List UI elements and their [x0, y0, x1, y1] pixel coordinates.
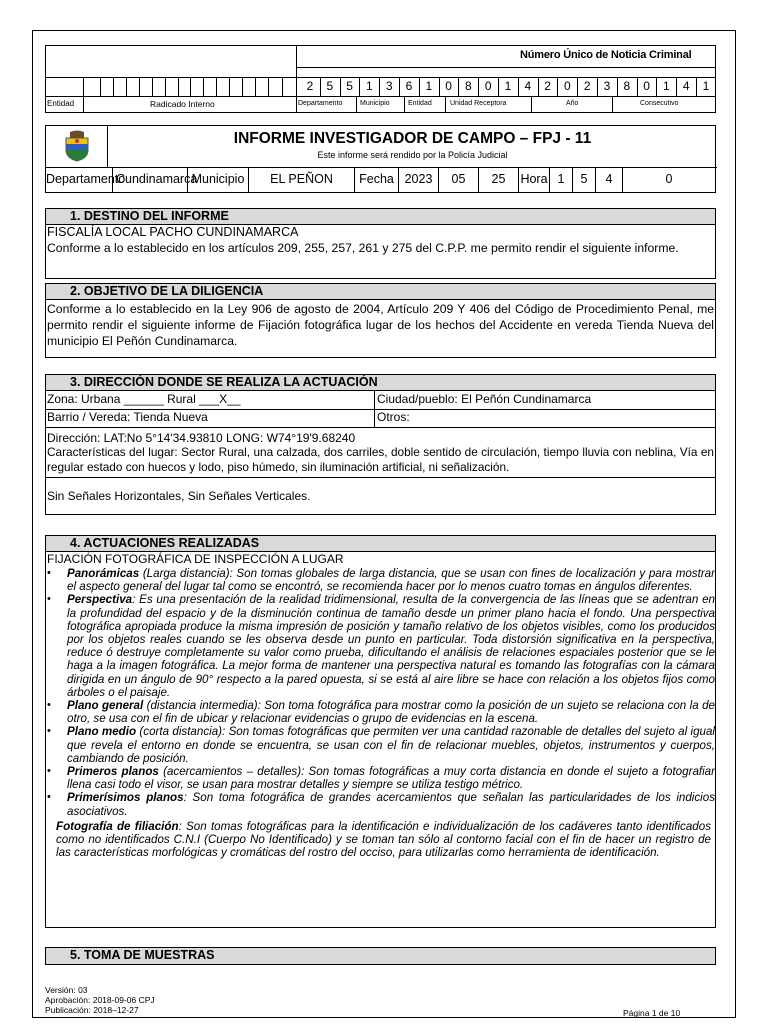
- grid-line: [242, 77, 243, 96]
- divider: [46, 477, 715, 478]
- grid-line: [439, 77, 440, 96]
- grid-line: [203, 77, 204, 96]
- section-1-box: [45, 225, 716, 279]
- municipio-label: Municipio: [188, 168, 249, 192]
- senales-field: Sin Señales Horizontales, Sin Señales Verticales.: [47, 489, 311, 503]
- grid-line: [268, 77, 269, 96]
- label-entidad-right: Entidad: [408, 100, 432, 107]
- footer-pagina: Página 1 de 10: [623, 1008, 681, 1018]
- noticia-digit: 1: [366, 79, 373, 93]
- actuacion-item: [46, 567, 715, 593]
- footer-publicacion: Publicación: 2018–12-27: [45, 1005, 139, 1015]
- form-subtitle: Este informe será rendido por la Policía Judicial: [317, 150, 508, 160]
- noticia-digit: 0: [564, 79, 571, 93]
- grid-line: [190, 77, 191, 96]
- departamento-value: Cundinamarca: [113, 168, 188, 192]
- noticia-digit: 5: [326, 79, 334, 93]
- label-anio: Año: [566, 100, 579, 107]
- grid-line: [359, 77, 360, 96]
- fecha-label: Fecha: [355, 168, 399, 192]
- section-2-title: 2. OBJETIVO DE LA DILIGENCIA: [45, 283, 716, 300]
- label-unidad: Unidad Receptora: [450, 100, 507, 107]
- noticia-digit: 2: [306, 79, 314, 93]
- label-radicado: Radicado Interno: [150, 99, 215, 109]
- grid-line: [445, 96, 446, 113]
- footer-aprobacion: Aprobación: 2018-09-06 CPJ: [45, 995, 155, 1005]
- actuacion-item: [46, 791, 715, 817]
- hora-digit: 1: [550, 168, 573, 192]
- direccion-field: Dirección: LAT:No 5°14'34.93810 LONG: W74°19'9.68240: [47, 431, 356, 445]
- noticia-digit: 2: [583, 79, 591, 93]
- destino-texto: Conforme a lo establecido en los artículos 209, 255, 257, 261 y 275 del C.P.P. me permito rendir el siguiente informe.: [47, 241, 679, 255]
- section-3-box: [45, 391, 716, 515]
- grid-line: [255, 77, 256, 96]
- form-title: INFORME INVESTIGADOR DE CAMPO – FPJ - 11: [233, 130, 592, 147]
- section-4-title: 4. ACTUACIONES REALIZADAS: [45, 535, 716, 552]
- departamento-label: Departamento: [46, 168, 113, 192]
- otros-field: Otros:: [377, 410, 410, 424]
- noticia-digit: 0: [643, 79, 650, 93]
- actuacion-item: [46, 699, 715, 725]
- grid-line: [696, 77, 697, 96]
- noticia-digit: 1: [702, 79, 710, 93]
- label-consecutivo: Consecutivo: [640, 100, 679, 107]
- hora-label: Hora: [519, 168, 550, 192]
- section-3-title: 3. DIRECCIÓN DONDE SE REALIZA LA ACTUACIÓN: [45, 374, 716, 391]
- location-date-row: [46, 168, 717, 192]
- noticia-digit: 1: [425, 79, 433, 93]
- grid-line: [557, 77, 558, 96]
- noticia-digit: 4: [682, 79, 690, 93]
- municipio-value: EL PEÑON: [249, 168, 355, 192]
- grid-line: [458, 77, 459, 96]
- label-entidad: Entidad: [47, 99, 75, 108]
- grid-line: [419, 77, 420, 96]
- actuacion-item: [46, 765, 715, 791]
- grid-line: [113, 77, 114, 96]
- caracteristicas-field: Características del lugar: Sector Rural, una calzada, dos carriles, doble sentido de circulación, tiempo lluvia con neblina, Vía en regular estado con huecos y lodo, piso húmedo, sin iluminación artificial, ni señalización.: [47, 445, 714, 474]
- grid-line: [216, 77, 217, 96]
- section-1-title: 1. DESTINO DEL INFORME: [45, 208, 716, 225]
- noticia-digit: 0: [484, 79, 492, 93]
- coat-of-arms-icon: [62, 130, 92, 162]
- grid-line: [518, 77, 519, 96]
- grid-line: [538, 77, 539, 96]
- hora-digit: 5: [573, 168, 596, 192]
- filiacion-term: Fotografía de filiación: [56, 819, 179, 833]
- grid-line: [165, 77, 166, 96]
- objetivo-texto: Conforme a lo establecido en la Ley 906 de agosto de 2004, Artículo 209 Y 406 del Código de Procedimiento Penal, me permito rendir el siguiente informe de Fijación fotográfica lugar de los hechos del Accidente en vereda Tienda Nueva del municipio El Peñón Cundinamarca.: [47, 302, 714, 348]
- mes-value: 05: [439, 168, 479, 192]
- filiacion-text: : Son tomas fotográficas para la identificación e individualización de los cadáveres tanto identificados como no identificados C.N.I (Cuerpo No Identificado) y se toman tan sólo al contorno facial con el fin de hacer un registro de las características morfológicas y cromáticas del rostro del occiso, para utilizarlas como herramienta de identificación.: [56, 819, 711, 860]
- section-5-title: 5. TOMA DE MUESTRAS: [45, 947, 716, 965]
- actuaciones-subtitle: FIJACIÓN FOTOGRÁFICA DE INSPECCIÓN A LUGAR: [47, 552, 344, 566]
- noticia-digit: 8: [465, 79, 472, 93]
- grid-line: [282, 77, 283, 96]
- grid-line: [83, 96, 84, 113]
- divider: [296, 67, 716, 68]
- grid-line: [597, 77, 598, 96]
- logo-cell: [46, 126, 108, 167]
- divider: [45, 96, 716, 97]
- grid-line: [617, 77, 618, 96]
- grid-line: [478, 77, 479, 96]
- grid-line: [379, 77, 380, 96]
- grid-line: [676, 77, 677, 96]
- actuacion-term: Plano medio: [67, 725, 137, 739]
- ciudad-field: Ciudad/pueblo: El Peñón Cundinamarca: [377, 392, 592, 406]
- grid-line: [656, 77, 657, 96]
- actuacion-text: : Son toma fotográfica de grandes acercamientos que señalan las particularidades de los indicios asociativos.: [67, 791, 716, 818]
- grid-line: [577, 77, 578, 96]
- actuacion-text: (Larga distancia): Son tomas globales de larga distancia, que se usan con fines de localización y para mostrar el aspecto general del lugar tal como se encontró, se recomienda hacer por lo menos cuatro tomas en ángulos diferentes.: [67, 567, 715, 594]
- destino-fiscalia: FISCALÍA LOCAL PACHO CUNDINAMARCA: [47, 225, 299, 239]
- grid-line: [399, 77, 400, 96]
- divider: [45, 77, 716, 78]
- grid-line: [612, 96, 613, 113]
- grid-line: [139, 77, 140, 96]
- noticia-digit: 3: [385, 79, 393, 93]
- grid-line: [531, 96, 532, 113]
- noticia-digit: 1: [504, 79, 512, 93]
- grid-line: [229, 77, 230, 96]
- grid-line: [498, 77, 499, 96]
- grid-line: [356, 96, 357, 113]
- divider: [296, 45, 297, 113]
- grid-line: [100, 77, 101, 96]
- grid-line: [152, 77, 153, 96]
- noticia-digit: 0: [445, 79, 452, 93]
- noticia-digit: 5: [346, 79, 353, 93]
- actuacion-term: Perspectiva: [67, 593, 133, 607]
- actuacion-term: Primeros planos: [67, 765, 159, 779]
- grid-line: [404, 96, 405, 113]
- grid-line: [83, 77, 84, 96]
- actuacion-term: Panorámicas: [67, 567, 140, 580]
- hora-digit: 0: [665, 172, 673, 186]
- form-title-block: [45, 125, 716, 193]
- grid-line: [637, 77, 638, 96]
- footer-version: Versión: 03: [45, 985, 88, 995]
- grid-line: [126, 77, 127, 96]
- noticia-digit: 1: [663, 79, 670, 93]
- section-4-box: [45, 552, 716, 928]
- noticia-title: Número Único de Noticia Criminal: [520, 49, 692, 61]
- barrio-field: Barrio / Vereda: Tienda Nueva: [47, 410, 208, 424]
- noticia-digit: 2: [544, 79, 551, 93]
- noticia-digit: 8: [623, 79, 631, 93]
- noticia-digit: 3: [603, 79, 611, 93]
- section-2-box: [45, 300, 716, 358]
- anio-value: 2023: [399, 168, 439, 192]
- actuaciones-list: [46, 567, 715, 818]
- dia-value: 25: [479, 168, 519, 192]
- noticia-digit: 6: [405, 79, 413, 93]
- actuacion-text: : Es una presentación de la realidad tridimensional, resulta de la convergencia de las líneas que se adentran en la profundidad del espacio y de la disminución continua de tamaño desde un primer plano hacia el fondo. Una perspectiva fotográfica apropiada produce la misma impresión de posición y tamaño relativo de los objetos visibles, como los producidos por los objetos reales cuando se les observa desde un punto en particular. Toda distorsión significativa en la perspectiva, reduce ó destruye completamente su valor como prueba, dificultando el análisis de relaciones espaciales posterior que se le haga a la imagen fotográfica. La mejor forma de mantener una perspectiva natural es tomando las fotografías con la cámara dirigida en un ángulo de 90° respecto a la pared opuesta, si se está al aire libre se hace con relación a los objetos fijos como árboles o el paisaje.: [67, 593, 715, 699]
- actuacion-item: [46, 593, 715, 699]
- grid-line: [320, 77, 321, 96]
- label-departamento: Departamento: [298, 100, 343, 107]
- noticia-digit: 4: [524, 79, 532, 93]
- divider: [46, 427, 715, 428]
- zona-field: Zona: Urbana ______ Rural ___X__: [47, 392, 241, 406]
- actuacion-text: (corta distancia): Son tomas fotográficas que permiten ver una cantidad razonable de detalles del sujeto al igual que revela el entorno en donde se encuentra, se usan con el fin de relacionar muebles, objetos, instrumentos y cuerpos, cambiando de posición.: [67, 725, 715, 765]
- grid-line: [340, 77, 341, 96]
- filiacion-paragraph: [46, 818, 715, 860]
- actuacion-term: Primerísimos planos: [67, 791, 184, 805]
- actuacion-text: (distancia intermedia): Son toma fotográfica para mostrar como la posición de un sujeto se relaciona con la de otro, se usa con el fin de ubicar y relacionar evidencias o grupo de evidencias en la escena.: [67, 699, 715, 726]
- grid-line: [178, 77, 179, 96]
- label-municipio: Municipio: [360, 100, 390, 107]
- actuacion-term: Plano general: [67, 699, 144, 713]
- hora-digit: 4: [596, 168, 623, 192]
- actuacion-text: (acercamientos – detalles): Son tomas fotográficas a muy corta distancia en donde el sujeto a fotografiar llena casi todo el visor, se usan para mostrar detalles y siempre se utiliza testigo métrico.: [67, 765, 715, 792]
- actuacion-item: [46, 725, 715, 765]
